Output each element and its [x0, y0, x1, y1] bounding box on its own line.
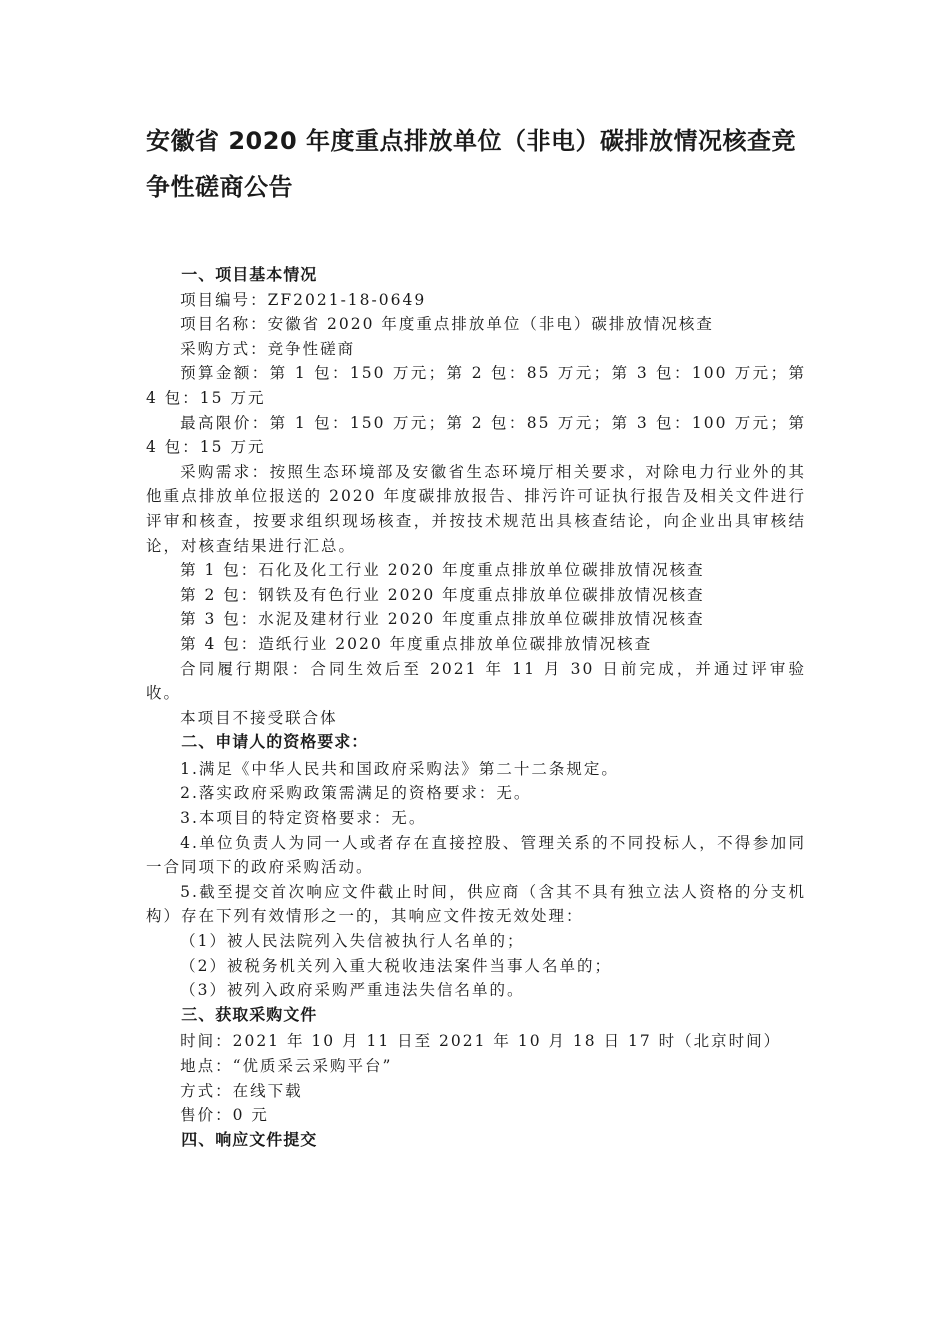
package-1: 第 1 包：石化及化工行业 2020 年度重点排放单位碳排放情况核查 — [180, 561, 705, 580]
project-number: 项目编号：ZF2021-18-0649 — [180, 290, 427, 309]
project-name: 项目名称：安徽省 2020 年度重点排放单位（非电）碳排放情况核查 — [180, 315, 714, 334]
obtain-price: 售价：0 元 — [180, 1106, 269, 1125]
package-3: 第 3 包：水泥及建材行业 2020 年度重点排放单位碳排放情况核查 — [180, 610, 705, 629]
qualification-sub-3: （3）被列入政府采购严重违法失信名单的。 — [180, 981, 525, 1000]
section-heading-basic-info: 一、项目基本情况 — [181, 265, 318, 284]
obtain-time: 时间：2021 年 10 月 11 日至 2021 年 10 月 18 日 17 时（北京时间） — [180, 1032, 782, 1051]
procurement-method: 采购方式：竞争性磋商 — [180, 339, 356, 358]
contract-period: 合同履行期限：合同生效后至 2021 年 11 月 30 日前完成，并通过评审验收。 — [146, 659, 806, 703]
obtain-place: 地点：“优质采云采购平台” — [180, 1057, 393, 1075]
qualification-item-5: 5.截至提交首次响应文件截止时间，供应商（含其不具有独立法人资格的分支机构）存在下列有效情形之一的，其响应文件按无效处理： — [146, 882, 806, 926]
budget-amount: 预算金额：第 1 包：150 万元；第 2 包：85 万元；第 3 包：100 万元；第 4 包：15 万元 — [146, 364, 806, 407]
document-body — [146, 263, 806, 1152]
section-heading-obtain-documents: 三、获取采购文件 — [181, 1004, 318, 1024]
section-heading-submission: 四、响应文件提交 — [181, 1129, 318, 1149]
qualification-sub-2: （2）被税务机关列入重大税收违法案件当事人名单的； — [180, 956, 612, 975]
page-title: 安徽省 2020 年度重点排放单位（非电）碳排放情况核查竞争性磋商公告 — [146, 127, 797, 201]
qualification-item-4: 4.单位负责人为同一人或者存在直接控股、管理关系的不同投标人，不得参加同一合同项下的政府采购活动。 — [146, 833, 806, 877]
maximum-price: 最高限价：第 1 包：150 万元；第 2 包：85 万元；第 3 包：100 万元；第 4 包：15 万元 — [146, 413, 806, 457]
qualification-sub-1: （1）被人民法院列入失信被执行人名单的； — [180, 932, 525, 951]
qualification-item-2: 2.落实政府采购政策需满足的资格要求：无。 — [180, 784, 532, 803]
obtain-way: 方式：在线下载 — [180, 1081, 303, 1100]
procurement-requirement: 采购需求：按照生态环境部及安徽省生态环境厅相关要求，对除电力行业外的其他重点排放单位报送的 2020 年度碳排放报告、排污许可证执行报告及相关文件进行评审和核查，按要求组织现场核查，并按技术规范出具核查结论，向企业出具审核结论，对核查结果进行汇总。 — [146, 462, 806, 555]
section-heading-qualification: 二、申请人的资格要求： — [181, 732, 369, 752]
package-2: 第 2 包：钢铁及有色行业 2020 年度重点排放单位碳排放情况核查 — [180, 585, 705, 604]
qualification-item-1: 1.满足《中华人民共和国政府采购法》第二十二条规定。 — [180, 759, 619, 778]
document-page — [146, 118, 806, 1152]
package-4: 第 4 包：造纸行业 2020 年度重点排放单位碳排放情况核查 — [180, 634, 653, 653]
consortium-note: 本项目不接受联合体 — [180, 708, 338, 727]
qualification-item-3: 3.本项目的特定资格要求：无。 — [180, 809, 427, 828]
